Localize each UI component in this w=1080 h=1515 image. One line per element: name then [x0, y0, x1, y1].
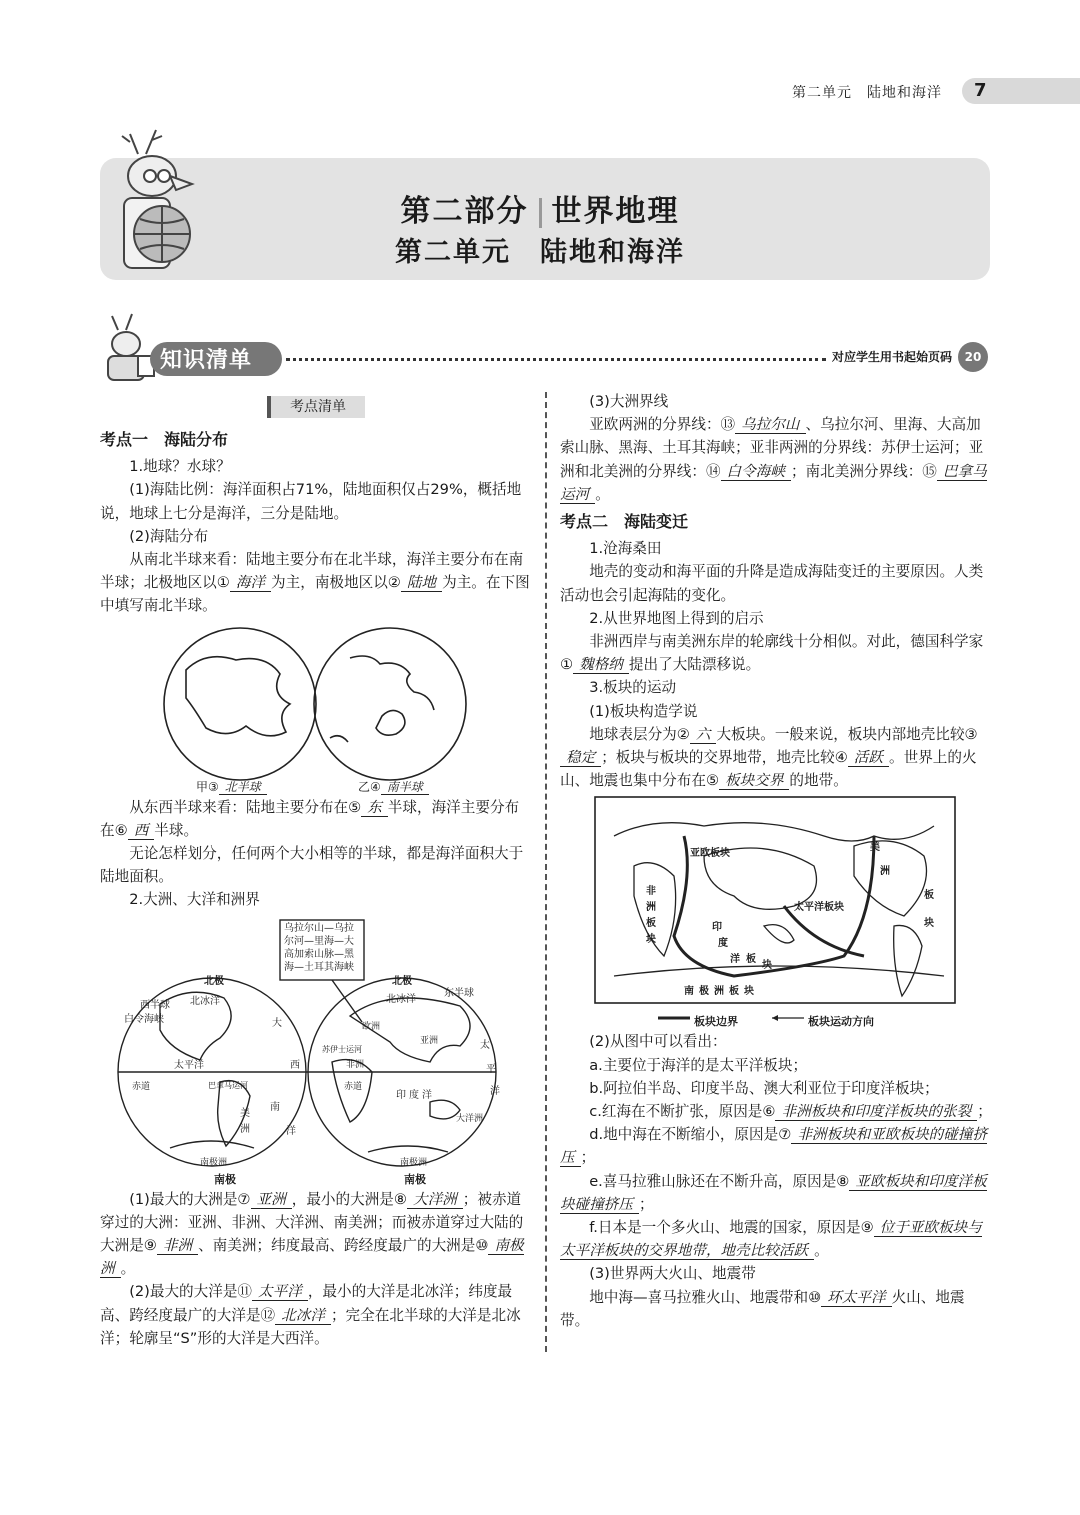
hemisphere-globes — [100, 618, 532, 796]
map-label: 太平洋 — [174, 1059, 204, 1071]
start-page-note: 对应学生用书起始页码 — [832, 350, 953, 364]
continent-boundary-callout — [284, 922, 364, 974]
answer-blank: 海洋 — [230, 574, 271, 592]
answer-blank: 板块交界 — [719, 772, 789, 790]
list-item — [560, 1216, 992, 1262]
text: ；被赤道穿过的大洲：亚洲、非洲、大洋洲、南美洲；而被赤道穿过大陆的大洲是⑨ — [100, 1190, 524, 1255]
map-label: 白令海峡 — [124, 1013, 164, 1025]
answer-blank: 六 — [690, 726, 717, 744]
question-1: 1.地球？水球？ — [129, 458, 231, 476]
plate-label: 美 — [870, 842, 880, 854]
text: e.喜马拉雅山脉还在不断升高，原因是⑧ — [589, 1172, 850, 1190]
plate-label: 亚欧板块 — [690, 848, 730, 860]
paragraph — [100, 548, 532, 618]
map-label: 北极 — [204, 975, 224, 987]
plate-label: 南极洲板块 — [684, 986, 759, 998]
text: 。世界上的火山、地震也集中分布在⑤ — [560, 749, 977, 790]
text: 为主。在下图中填写南北半球。 — [100, 574, 530, 615]
map-label: 东半球 — [444, 987, 474, 999]
map-label: 北冰洋 — [386, 993, 416, 1005]
map-label: 南极 — [404, 1172, 426, 1186]
paragraph — [560, 413, 992, 506]
text: 。 — [814, 1242, 829, 1260]
list-item — [560, 1100, 992, 1123]
answer-blank: 陆地 — [401, 574, 442, 592]
plate-label: 板 — [646, 918, 656, 930]
running-header: 第二单元 陆地和海洋 — [792, 85, 942, 101]
mascot-icon — [98, 312, 162, 382]
answer-blank: 稳定 — [560, 749, 601, 767]
list-item — [560, 1170, 992, 1216]
map-label: 大洋洲 — [456, 1113, 484, 1124]
map-label: 巴拿马运河 — [208, 1080, 248, 1090]
text: 火山、地震带。 — [560, 1288, 965, 1329]
subheading: (3)大洲界线 — [589, 393, 669, 410]
text: 亚欧两洲的分界线：⑬ — [589, 416, 736, 434]
figure-caption-a — [196, 776, 267, 799]
key-point-1-title: 考点一 海陆分布 — [100, 430, 229, 449]
subheading: 1.沧海桑田 — [589, 540, 662, 558]
answer-blank: 北冰洋 — [275, 1307, 331, 1325]
callout-line: 尔河—里海—大 — [284, 935, 354, 947]
text: c.红海在不断扩张，原因是⑥ — [589, 1103, 776, 1121]
text: 半球，海洋主要分布在⑥ — [100, 798, 520, 839]
section-title: 知识清单 — [160, 348, 253, 373]
plate-label: 太平洋板块 — [794, 902, 844, 914]
subheading: 2.从世界地图上得到的启示 — [589, 609, 764, 627]
caption-label: 甲③ — [196, 779, 219, 794]
paragraph: 无论怎样划分，任何两个大小相等的半球，都是海洋面积大于陆地面积。 — [100, 845, 524, 886]
map-label: 欧洲 — [362, 1021, 381, 1032]
figure-caption-b — [358, 776, 429, 799]
plate-label: 度 — [718, 938, 728, 950]
text: (2)最大的大洋是⑪ — [129, 1283, 253, 1301]
plate-label: 板 — [746, 954, 756, 966]
text: ； — [580, 1149, 596, 1167]
answer-blank: 巴拿马运河 — [560, 462, 987, 503]
answer-blank: 乌拉尔山 — [735, 416, 805, 434]
legend-motion: 板块运动方向 — [808, 1015, 874, 1029]
text: 、乌拉尔河、里海、大高加索山脉、黑海、土耳其海峡；亚非两洲的分界线：苏伊士运河；亚洲和北美洲的分界线：⑭ — [560, 416, 984, 480]
map-label: 南极洲 — [400, 1157, 428, 1168]
text: d.地中海在不断缩小，原因是⑦ — [589, 1126, 792, 1144]
map-label: 南 — [270, 1101, 280, 1113]
paragraph — [560, 1286, 992, 1332]
text: ； — [638, 1195, 654, 1213]
text: ，最小的大洲是⑧ — [291, 1190, 407, 1208]
text: 为主，南极地区以② — [271, 574, 401, 592]
answer-blank: 位于亚欧板块与太平洋板块的交界地带，地壳比较活跃 — [560, 1219, 982, 1260]
answer-blank: 亚洲 — [251, 1191, 292, 1209]
left-column — [100, 390, 532, 1350]
map-label: 太 — [480, 1039, 490, 1051]
answer-blank: 北半球 — [219, 780, 267, 795]
answer-blank: 南半球 — [381, 780, 429, 795]
page-number: 7 — [974, 80, 987, 101]
callout-line: 海—土耳其海峡 — [284, 961, 354, 973]
plate-label: 块 — [762, 960, 772, 972]
start-page-number: 20 — [958, 342, 988, 372]
map-label: 赤道 — [344, 1081, 363, 1092]
map-label: 南极 — [214, 1172, 236, 1186]
title-separator — [539, 198, 542, 228]
text: ，最小的大洋是北冰洋；纬度最高、跨经度最广的大洋是⑫ — [100, 1283, 513, 1324]
plate-label: 块 — [924, 918, 934, 930]
callout-line: 高加索山脉—黑 — [284, 948, 354, 960]
map-label: 赤道 — [132, 1081, 151, 1092]
text: 从东西半球来看：陆地主要分布在⑤ — [129, 798, 362, 816]
answer-blank: 西 — [128, 822, 155, 840]
plate-label: 非 — [646, 886, 656, 898]
text: 。 — [595, 485, 610, 503]
list-item — [560, 1123, 992, 1169]
text: ；板块与板块的交界地带，地壳比较④ — [601, 749, 848, 767]
plate-tectonics-map — [594, 796, 992, 1030]
text: 半球。 — [154, 821, 199, 839]
text: ； — [977, 1103, 992, 1121]
answer-blank: 亚欧板块和印度洋板块碰撞挤压 — [560, 1172, 987, 1213]
text: 非洲西岸与南美洲东岸的轮廓线十分相似。对此，德国科学家① — [560, 633, 984, 674]
plate-label: 块 — [646, 934, 656, 946]
text: 地中海—喜马拉雅火山、地震带和⑩ — [589, 1288, 822, 1306]
subheading: (2)从图中可以看出： — [589, 1033, 727, 1051]
map-label: 洋 — [490, 1085, 500, 1097]
map-label: 南极洲 — [200, 1157, 228, 1168]
map-label: 北极 — [392, 975, 412, 987]
map-label: 平 — [486, 1063, 496, 1075]
plate-label: 洋 — [730, 954, 740, 966]
text: 大板块。一般来说，板块内部地壳比较③ — [716, 725, 978, 743]
map-label: 美 — [240, 1107, 250, 1119]
subheading: (2)海陆分布 — [129, 527, 209, 545]
part-subject: 世界地理 — [551, 194, 680, 229]
north-south-hemisphere-figure — [100, 618, 532, 796]
unit-title: 第二单元 陆地和海洋 — [395, 237, 685, 268]
text: ；完全在北半球的大洋是北冰洋；轮廓呈“S”形的大洋是大西洋。 — [100, 1306, 521, 1347]
map-label: 亚洲 — [420, 1035, 439, 1046]
paragraph — [100, 1280, 532, 1350]
paragraph: 地壳的变动和海平面的升降是造成海陆变迁的主要原因。人类活动也会引起海陆的变化。 — [560, 563, 984, 604]
plate-label: 板 — [924, 890, 934, 902]
text: (1)最大的大洲是⑦ — [129, 1190, 251, 1208]
subheading: (1)板块构造学说 — [589, 702, 698, 720]
right-column — [560, 390, 992, 1332]
answer-blank: 南极洲 — [100, 1237, 524, 1278]
text: ；南北美洲分界线：⑮ — [790, 462, 937, 480]
map-label: 苏伊士运河 — [322, 1044, 362, 1054]
answer-blank: 白令海峡 — [721, 463, 791, 481]
caption-label: 乙④ — [358, 779, 381, 794]
paragraph — [100, 796, 532, 842]
map-label: 洋 — [286, 1125, 296, 1137]
text: 、南美洲；纬度最高、跨经度最广的大洲是⑩ — [198, 1237, 489, 1255]
map-label: 西半球 — [140, 999, 170, 1011]
answer-blank: 太平洋 — [252, 1283, 308, 1301]
map-label: 印度洋 — [396, 1089, 435, 1101]
answer-blank: 大洋洲 — [407, 1191, 463, 1209]
plate-label: 洲 — [880, 866, 890, 878]
paragraph: (1)海陆比例：海洋面积占71%，陆地面积仅占29%，概括地说，地球上七分是海洋，三分是陆地。 — [100, 481, 522, 522]
answer-blank: 东 — [361, 799, 388, 817]
answer-blank: 非洲 — [157, 1237, 198, 1255]
column-divider — [545, 392, 547, 1352]
map-label: 非洲 — [346, 1059, 365, 1070]
text: 。 — [120, 1260, 136, 1278]
map-label: 北冰洋 — [190, 995, 220, 1007]
answer-blank: 魏格纳 — [573, 656, 629, 674]
part-title — [0, 186, 1080, 230]
callout-line: 乌拉尔山—乌拉 — [284, 922, 354, 934]
text: f.日本是一个多火山、地震的国家，原因是⑨ — [589, 1219, 874, 1237]
key-points-tag: 考点清单 — [267, 396, 365, 418]
answer-blank: 环太平洋 — [821, 1289, 891, 1307]
text: 从南北半球来看：陆地主要分布在北半球，海洋主要分布在南半球；北极地区以① — [100, 551, 524, 592]
map-label: 大 — [272, 1017, 282, 1029]
legend-boundary: 板块边界 — [694, 1015, 738, 1029]
plate-label: 印 — [712, 922, 722, 934]
continents-oceans-map — [100, 912, 532, 1186]
answer-blank: 活跃 — [848, 749, 889, 767]
key-point-2-title: 考点二 海陆变迁 — [560, 512, 689, 532]
answer-blank: 非洲板块和印度洋板块的张裂 — [775, 1103, 977, 1121]
text: 的地带。 — [789, 772, 848, 790]
part-label: 第二部分 — [400, 194, 529, 229]
plate-label: 洲 — [646, 902, 656, 914]
text: 提出了大陆漂移说。 — [628, 656, 761, 674]
paragraph — [560, 723, 992, 793]
subheading: (3)世界两大火山、地震带 — [589, 1265, 756, 1283]
question-2: 2.大洲、大洋和洲界 — [129, 891, 260, 909]
list-item: b.阿拉伯半岛、印度半岛、澳大利亚位于印度洋板块； — [589, 1079, 939, 1097]
answer-blank: 非洲板块和亚欧板块的碰撞挤压 — [560, 1126, 988, 1167]
list-item: a.主要位于海洋的是太平洋板块； — [589, 1056, 808, 1074]
subheading: 3.板块的运动 — [589, 679, 677, 697]
paragraph — [100, 1188, 532, 1281]
text: 地球表层分为② — [589, 725, 690, 743]
map-label: 洲 — [240, 1123, 250, 1135]
paragraph — [560, 630, 992, 676]
map-label: 西 — [290, 1059, 300, 1071]
dotted-rule — [286, 358, 826, 361]
